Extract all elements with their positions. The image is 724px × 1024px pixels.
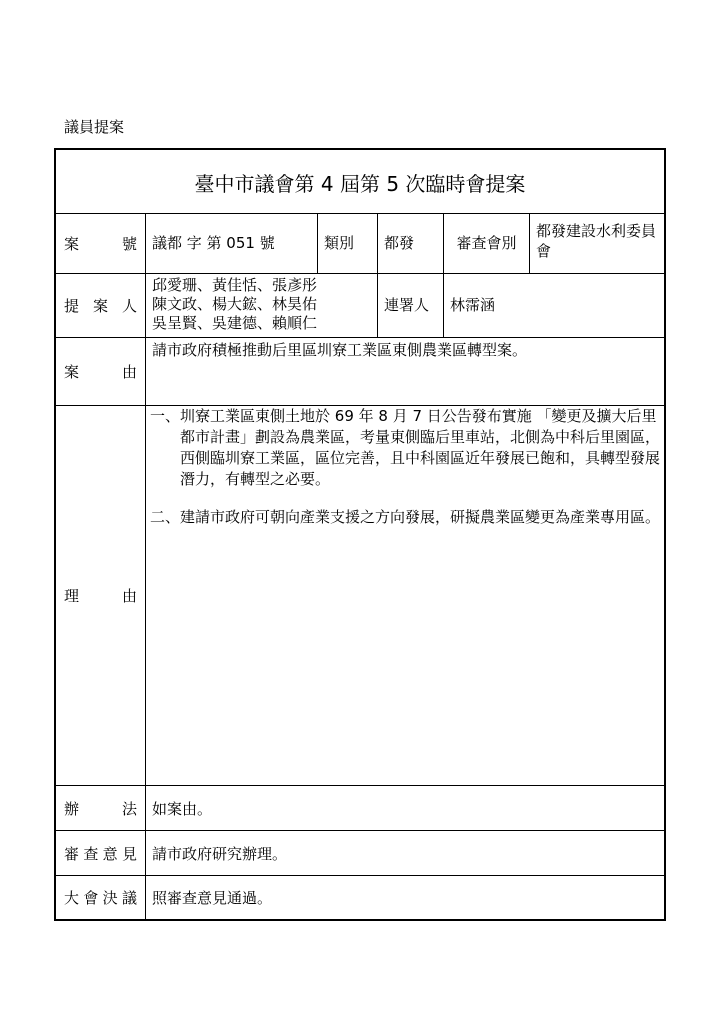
method-value: 如案由。 <box>152 800 213 818</box>
case-number-row <box>56 214 664 274</box>
proposal-form <box>54 148 666 921</box>
reason-item <box>150 406 660 490</box>
proposer-names-line: 陳文政、楊大鋐、林昊佑 <box>152 295 318 313</box>
cause-label: 案 由 <box>56 338 146 405</box>
reason-row <box>56 406 664 786</box>
reason-item <box>150 507 660 528</box>
reason-item-number: 二、 <box>150 508 181 526</box>
proposer-names-line: 邱愛珊、黃佳恬、張彥彤 <box>152 276 318 294</box>
cause-value: 請市政府積極推動后里區圳寮工業區東側農業區轉型案。 <box>152 341 528 359</box>
case-number-label: 案 號 <box>56 214 146 273</box>
title-row <box>56 150 664 214</box>
method-row <box>56 786 664 831</box>
case-number-value: 議都 字 第 051 號 <box>146 214 318 273</box>
committee-label: 審查會別 <box>444 214 530 273</box>
reason-content <box>146 406 664 785</box>
proposer-row <box>56 274 664 338</box>
cosigner-value: 林霈涵 <box>450 296 496 314</box>
category-value: 都發 <box>378 214 444 273</box>
cosigner-label: 連署人 <box>378 274 444 337</box>
review-value: 請市政府研究辦理。 <box>152 845 288 863</box>
cause-row <box>56 338 664 406</box>
resolution-label: 大 會 決 議 <box>56 876 146 919</box>
method-label: 辦 法 <box>56 786 146 830</box>
reason-item-number: 一、 <box>150 407 181 425</box>
proposer-names <box>146 274 378 337</box>
header-label: 議員提案 <box>64 118 125 136</box>
resolution-row <box>56 876 664 919</box>
committee-value: 都發建設水利委員會 <box>536 222 657 260</box>
form-title: 臺中市議會第 4 屆第 5 次臨時會提案 <box>194 172 526 196</box>
resolution-value: 照審查意見通過。 <box>152 889 273 907</box>
proposer-label: 提 案 人 <box>56 274 146 337</box>
category-label: 類別 <box>318 214 378 273</box>
review-row <box>56 831 664 876</box>
reason-item-text: 圳寮工業區東側土地於 69 年 8 月 7 日公告發布實施 「變更及擴大后里都市計畫」劃設為農業區，考量東側臨后里車站，北側為中科后里園區，西側臨圳寮工業區，區位完善，且中科園區近年發展已飽和，具轉型發展潛力，有轉型之必要。 <box>180 407 661 488</box>
reason-item-text: 建請市政府可朝向產業支援之方向發展，研擬農業區變更為產業專用區。 <box>180 508 661 526</box>
proposer-names-line: 吳呈賢、吳建德、賴順仁 <box>152 314 318 332</box>
review-label: 審 查 意 見 <box>56 831 146 875</box>
reason-label: 理 由 <box>56 406 146 785</box>
